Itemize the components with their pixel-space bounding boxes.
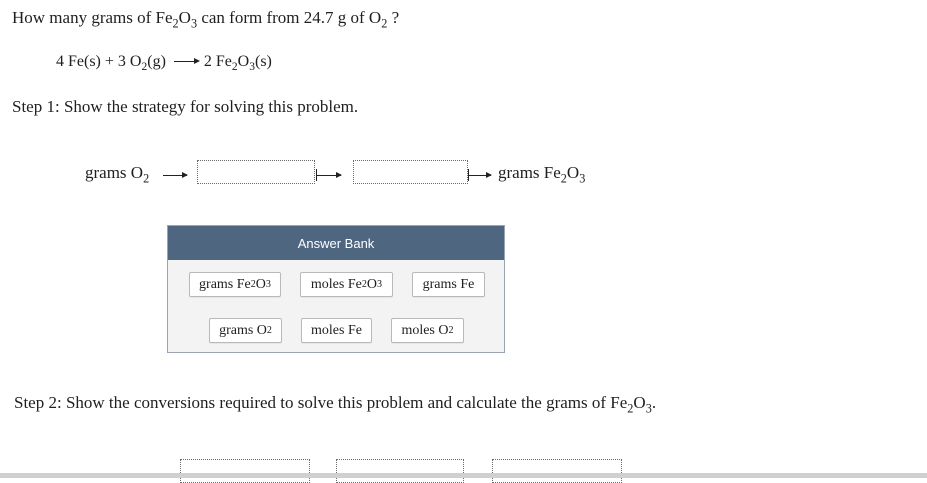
horizontal-scrollbar[interactable] xyxy=(0,473,927,478)
chip-moles-fe[interactable]: moles Fe xyxy=(301,318,372,343)
strategy-end-label: grams $Fe_2O_3$ xyxy=(498,163,586,186)
question-text: How many grams of $Fe_2O_3$ can form from 24.7 g of $O_2$ ? xyxy=(12,8,400,31)
chip-grams-fe[interactable]: grams Fe xyxy=(412,272,485,297)
reaction-arrow-icon xyxy=(170,56,200,66)
arrow-icon xyxy=(163,175,187,176)
strategy-dropzone-1[interactable] xyxy=(197,160,315,184)
arrow-icon xyxy=(469,175,491,176)
conversion-dropzone-2[interactable] xyxy=(336,459,464,483)
conversion-dropzone-3[interactable] xyxy=(492,459,622,483)
arrow-icon xyxy=(317,175,341,176)
chemical-equation: 4 Fe(s) + 3 $O_2(g)$ 2 $Fe_2O_3(s)$ xyxy=(56,53,272,74)
chip-moles-fe2o3[interactable]: moles Fe 2 O 3 xyxy=(300,272,393,297)
conversion-dropzone-1[interactable] xyxy=(180,459,310,483)
chip-moles-o2[interactable]: moles O 2 xyxy=(391,318,464,343)
chip-grams-fe2o3[interactable]: grams Fe 2 O 3 xyxy=(189,272,281,297)
answer-bank xyxy=(167,225,505,353)
answer-bank-title: Answer Bank xyxy=(168,226,504,260)
step2-label: Step 2: Show the conversions required to solve this problem and calculate the grams of $Fe_2O_3$. xyxy=(14,393,657,416)
step1-label: Step 1: Show the strategy for solving this problem. xyxy=(12,97,359,116)
strategy-start-label: grams $O_2$ xyxy=(85,163,150,186)
strategy-dropzone-2[interactable] xyxy=(353,160,468,184)
chip-grams-o2[interactable]: grams O 2 xyxy=(209,318,282,343)
